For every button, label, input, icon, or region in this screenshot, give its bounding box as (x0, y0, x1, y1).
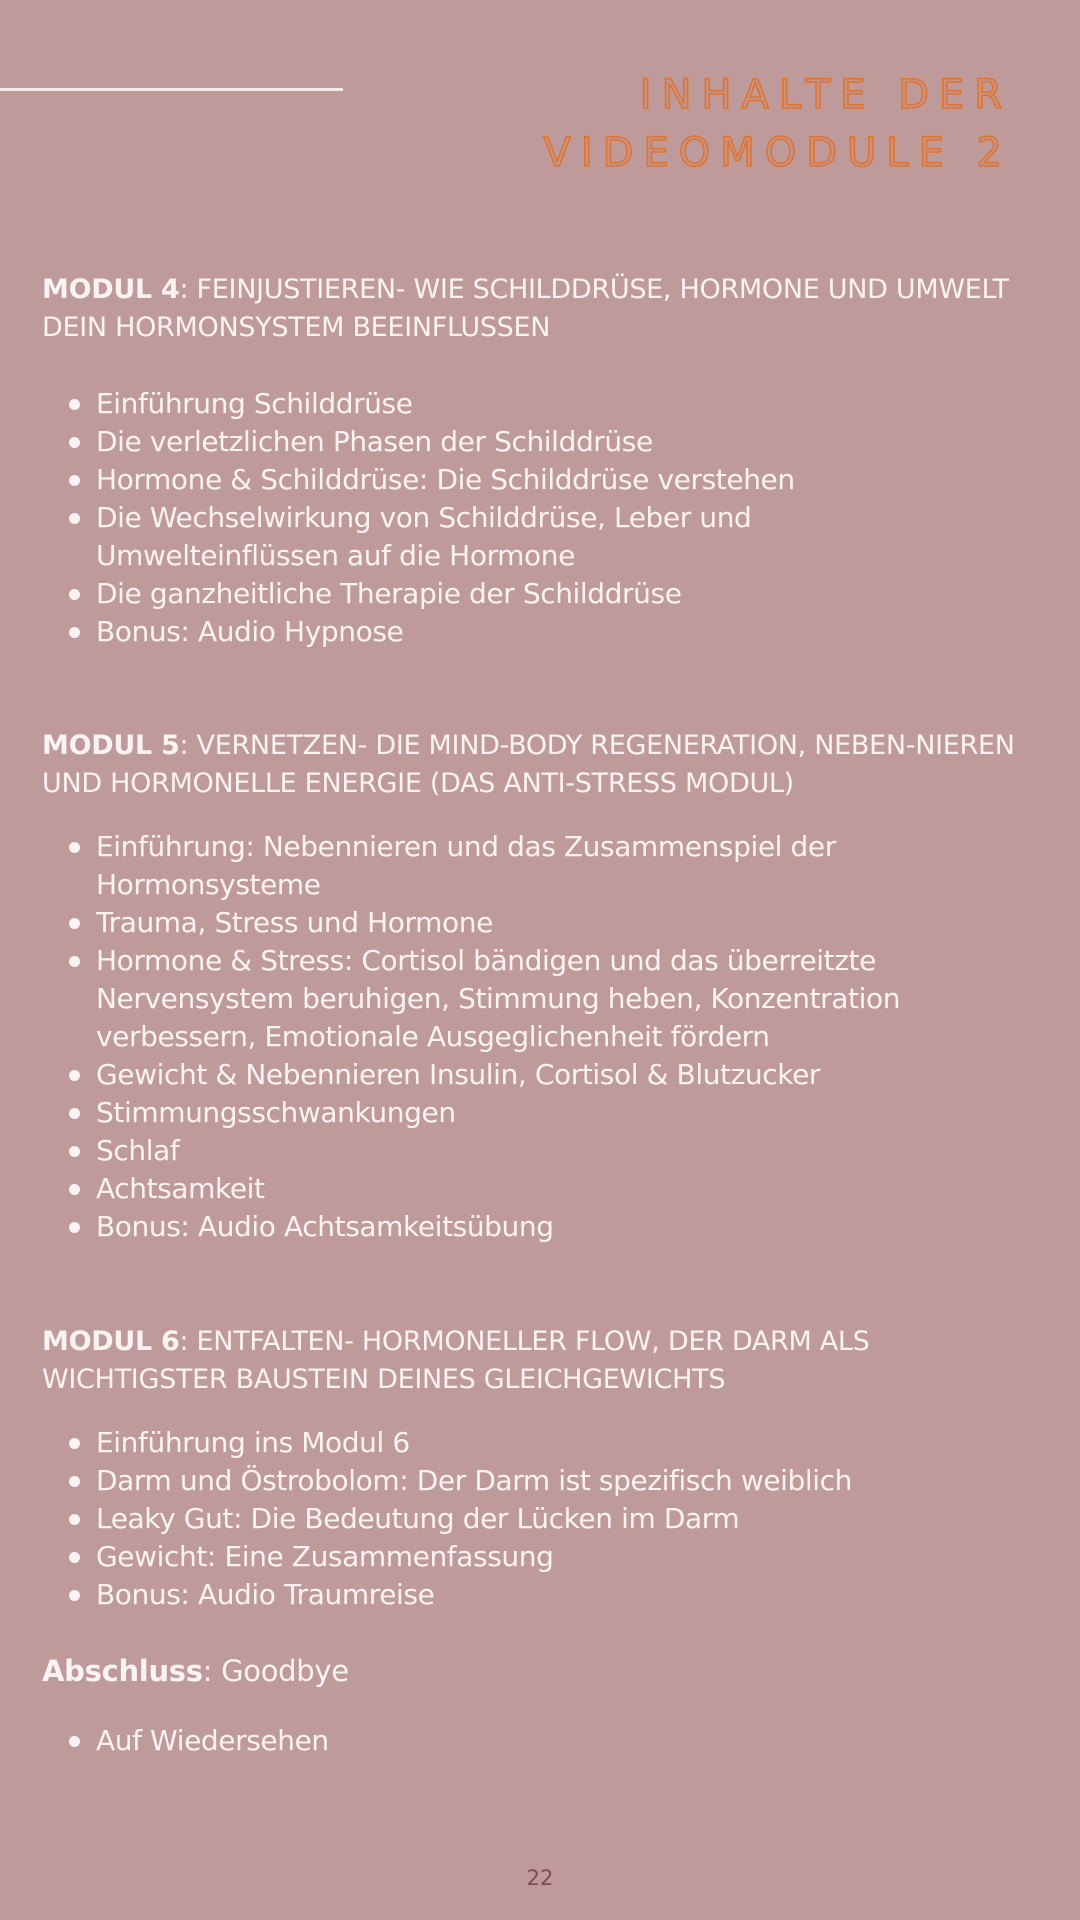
module-6-heading (42, 1323, 1042, 1399)
list-item-text: Darm und Östrobolom: Der Darm ist spezifisch weiblich (96, 1464, 853, 1497)
module-4-section (42, 271, 1042, 651)
page-title-line-2: VIDEOMODULE 2 (543, 130, 1012, 176)
bullet-icon (69, 1590, 80, 1601)
bullet-icon (69, 918, 80, 929)
list-item (42, 942, 1042, 1056)
bullet-icon (69, 475, 80, 486)
list-item-text: Achtsamkeit (96, 1172, 265, 1205)
list-item-text: Bonus: Audio Hypnose (96, 615, 404, 648)
page-title (543, 66, 1012, 182)
list-item-text: Bonus: Audio Traumreise (96, 1578, 435, 1611)
module-4-list (42, 385, 1042, 651)
closing-separator: : (202, 1654, 222, 1688)
closing-label: Abschluss (42, 1654, 203, 1688)
list-item (42, 1576, 1042, 1614)
list-item (42, 1424, 1042, 1462)
bullet-icon (69, 1184, 80, 1195)
list-item (42, 499, 1042, 575)
bullet-icon (69, 1514, 80, 1525)
module-4-separator: : (179, 274, 197, 305)
list-item (42, 1170, 1042, 1208)
list-item (42, 1462, 1042, 1500)
module-5-separator: : (179, 730, 197, 761)
module-6-separator: : (179, 1326, 197, 1357)
bullet-icon (69, 956, 80, 967)
closing-section (42, 1652, 1042, 1760)
bullet-icon (69, 399, 80, 410)
module-5-list (42, 828, 1042, 1246)
list-item (42, 423, 1042, 461)
list-item-text: Hormone & Stress: Cortisol bändigen und das überreitzte Nervensystem beruhigen, Stimmung heben, Konzentration verbessern, Emotionale Ausgeglichenheit fördern (96, 944, 901, 1053)
list-item-text: Auf Wiedersehen (96, 1724, 329, 1757)
list-item (42, 575, 1042, 613)
list-item-text: Schlaf (96, 1134, 180, 1167)
list-item (42, 1056, 1042, 1094)
list-item-text: Die ganzheitliche Therapie der Schilddrüse (96, 577, 682, 610)
module-6-label: MODUL 6 (42, 1326, 180, 1357)
list-item (42, 1094, 1042, 1132)
list-item (42, 1722, 1042, 1760)
module-5-label: MODUL 5 (42, 730, 180, 761)
list-item-text: Leaky Gut: Die Bedeutung der Lücken im Darm (96, 1502, 740, 1535)
closing-list (42, 1722, 1042, 1760)
page-title-line-1: INHALTE DER (639, 72, 1012, 118)
module-4-heading (42, 271, 1042, 347)
list-item (42, 1538, 1042, 1576)
list-item-text: Einführung ins Modul 6 (96, 1426, 410, 1459)
bullet-icon (69, 437, 80, 448)
list-item (42, 385, 1042, 423)
module-5-heading (42, 727, 1042, 803)
bullet-icon (69, 513, 80, 524)
list-item (42, 828, 1042, 904)
bullet-icon (69, 1552, 80, 1563)
closing-title: Goodbye (221, 1654, 349, 1688)
list-item-text: Hormone & Schilddrüse: Die Schilddrüse verstehen (96, 463, 795, 496)
module-6-title: ENTFALTEN- HORMONELLER FLOW, DER DARM ALS WICHTIGSTER BAUSTEIN DEINES GLEICHGEWICHTS (42, 1326, 870, 1395)
module-6-section (42, 1323, 1042, 1614)
bullet-icon (69, 1146, 80, 1157)
module-5-title: VERNETZEN- DIE MIND-BODY REGENERATION, NEBEN-NIEREN UND HORMONELLE ENERGIE (DAS ANTI-STRESS MODUL) (42, 730, 1015, 799)
page-number: 22 (526, 1866, 554, 1890)
list-item-text: Einführung Schilddrüse (96, 387, 413, 420)
bullet-icon (69, 1438, 80, 1449)
list-item-text: Einführung: Nebennieren und das Zusammenspiel der Hormonsysteme (96, 830, 836, 901)
list-item (42, 1500, 1042, 1538)
list-item-text: Gewicht: Eine Zusammenfassung (96, 1540, 554, 1573)
bullet-icon (69, 589, 80, 600)
list-item (42, 461, 1042, 499)
bullet-icon (69, 842, 80, 853)
list-item-text: Die Wechselwirkung von Schilddrüse, Leber und Umwelteinflüssen auf die Hormone (96, 501, 752, 572)
decorative-rule (0, 88, 343, 91)
list-item (42, 613, 1042, 651)
bullet-icon (69, 1222, 80, 1233)
list-item-text: Bonus: Audio Achtsamkeitsübung (96, 1210, 554, 1243)
bullet-icon (69, 1108, 80, 1119)
closing-heading (42, 1652, 1042, 1690)
bullet-icon (69, 1736, 80, 1747)
list-item (42, 1208, 1042, 1246)
bullet-icon (69, 627, 80, 638)
module-4-label: MODUL 4 (42, 274, 180, 305)
module-5-section (42, 727, 1042, 1246)
module-4-title: FEINJUSTIEREN- WIE SCHILDDRÜSE, HORMONE UND UMWELT DEIN HORMONSYSTEM BEEINFLUSSEN (42, 274, 1009, 343)
list-item-text: Gewicht & Nebennieren Insulin, Cortisol & Blutzucker (96, 1058, 821, 1091)
list-item-text: Trauma, Stress und Hormone (96, 906, 493, 939)
module-6-list (42, 1424, 1042, 1614)
list-item (42, 904, 1042, 942)
bullet-icon (69, 1476, 80, 1487)
list-item-text: Stimmungsschwankungen (96, 1096, 456, 1129)
bullet-icon (69, 1070, 80, 1081)
list-item-text: Die verletzlichen Phasen der Schilddrüse (96, 425, 653, 458)
list-item (42, 1132, 1042, 1170)
